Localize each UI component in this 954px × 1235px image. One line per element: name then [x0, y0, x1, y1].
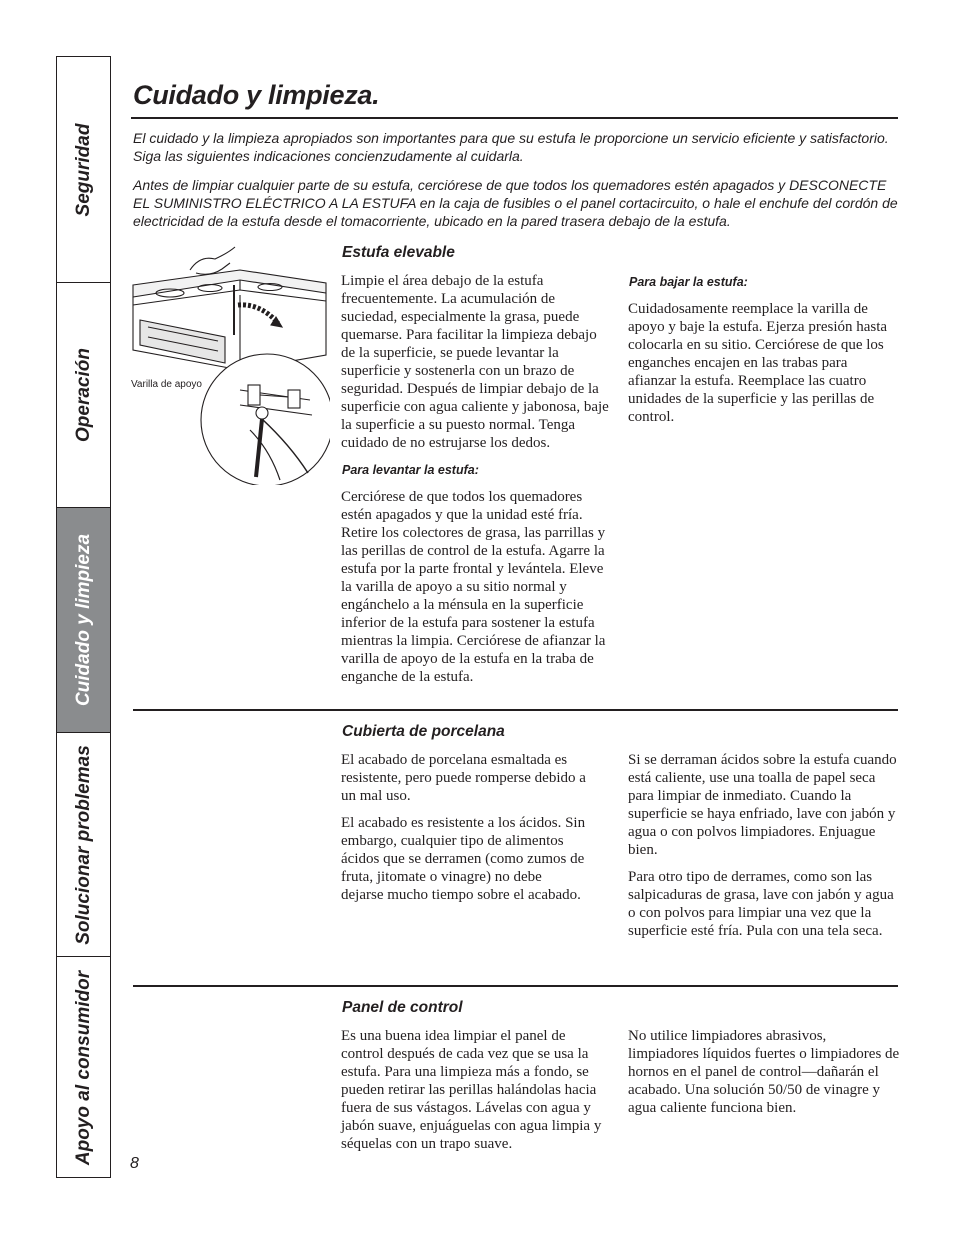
- tab-seguridad[interactable]: [57, 57, 110, 283]
- tab-seguridad-label: Seguridad: [72, 123, 94, 216]
- cubierta-left-p1: El acabado de porcelana esmaltada es resistente, pero puede romperse debido a un mal uso.: [341, 752, 586, 804]
- section-heading-cubierta: Cubierta de porcelana: [342, 723, 505, 740]
- bajar-body: Cuidadosamente reemplace la varilla de apoyo y baje la estufa. Ejerza presión hasta colocarla en su sitio. Cerciórese de que los enganches encajen en las trabas para afianzar la estufa. Reemplace las cuatro unidades de la superficie y las perillas de control.: [628, 301, 888, 425]
- cubierta-right-p2: Para otro tipo de derrames, como son las salpicaduras de grasa, lave con jabón y agua o con polvos para limpiar una vez que la superficie esté fría. Pula con una tela seca.: [628, 869, 894, 939]
- levantar-body: Cerciórese de que todos los quemadores estén apagados y que la unidad esté fría. Retire los colectores de grasa, las parrillas y las perillas de control de la estufa. Agarre la estufa por la parte frontal y levántela. Eleve la varilla de apoyo a su sitio normal y engánchelo a la ménsula en la superficie inferior de la estufa para sostener la estufa mientras la limpia. Cerciórese de afianzar la varilla de apoyo de la estufa en la traba de enganche de la estufa.: [341, 489, 606, 685]
- cubierta-left-p2: El acabado es resistente a los ácidos. Sin embargo, cualquier tipo de alimentos ácidos que se derramen (como zumos de fruta, jitomate o vinagre) no debe dejarse mucho tiempo sobre el acabado.: [341, 815, 586, 903]
- subheading-bajar: Para bajar la estufa:: [629, 275, 748, 289]
- tab-cuidado-label: Cuidado y limpieza: [72, 533, 94, 707]
- tab-operacion[interactable]: [57, 283, 110, 508]
- intro-paragraph-1: El cuidado y la limpieza apropiados son importantes para que su estufa le proporcione un servicio eficiente y satisfactorio. Siga las siguientes indicaciones concienzudamente al cuidarla.: [133, 130, 889, 164]
- side-tab-bar: [56, 56, 111, 1178]
- page-number: 8: [130, 1155, 139, 1172]
- tab-apoyo-al-consumidor[interactable]: [57, 957, 110, 1179]
- tab-solucionar-label: Solucionar problemas: [72, 744, 94, 945]
- panel-right-body: No utilice limpiadores abrasivos, limpiadores líquidos fuertes o limpiadores de hornos en el panel de control—dañarán el acabado. Una solución 50/50 de vinagre y agua caliente funciona bien.: [628, 1028, 900, 1116]
- range-lift-illustration: [130, 245, 330, 485]
- section-divider-1: [133, 709, 898, 711]
- tab-apoyo-label: Apoyo al consumidor: [72, 970, 94, 1166]
- estufa-elevable-body: Limpie el área debajo de la estufa frecuentemente. La acumulación de suciedad, especialmente la grasa, puede quemarse. Para facilitar la limpieza debajo de la superficie, se puede levantar la superficie y sostenerla con un brazo de seguridad. Después de limpiar debajo de la superficie con agua caliente y jabonosa, baje la superficie a su puesto normal. Tenga cuidado de no estrujarse los dedos.: [341, 273, 609, 451]
- tab-solucionar-problemas[interactable]: [57, 733, 110, 957]
- tab-operacion-label: Operación: [72, 348, 94, 442]
- figure-label: Varilla de apoyo: [131, 379, 202, 390]
- section-heading-estufa-elevable: Estufa elevable: [342, 244, 455, 261]
- page-title: Cuidado y limpieza.: [133, 80, 380, 110]
- title-divider: [131, 117, 898, 119]
- tab-cuidado-y-limpieza[interactable]: [57, 508, 110, 733]
- cubierta-right-p1: Si se derraman ácidos sobre la estufa cuando está caliente, use una toalla de papel seca para limpiar de inmediato. Cuando la superficie se haya enfriado, lave con jabón y agua o con polvos limpiadores. Enjuague bien.: [628, 752, 897, 858]
- panel-left-body: Es una buena idea limpiar el panel de control después de cada vez que se usa la estufa. Para una limpieza más a fondo, se pueden retirar las perillas halándolas hacia fuera de sus vástagos. Lávelas con agua y jabón suave, enjuáguelas con agua limpia y séquelas con un trapo suave.: [341, 1028, 602, 1152]
- subheading-levantar: Para levantar la estufa:: [342, 463, 479, 477]
- section-heading-panel: Panel de control: [342, 999, 463, 1016]
- section-divider-2: [133, 985, 898, 987]
- intro-paragraph-2: Antes de limpiar cualquier parte de su estufa, cerciórese de que todos los quemadores estén apagados y DESCONECTE EL SUMINISTRO ELÉCTRICO A LA ESTUFA en la caja de fusibles o el panel cortacircuito, o hale el enchufe del cordón de electricidad de la estufa desde el tomacorriente, ubicado en la pared trasera debajo de la estufa.: [133, 177, 898, 229]
